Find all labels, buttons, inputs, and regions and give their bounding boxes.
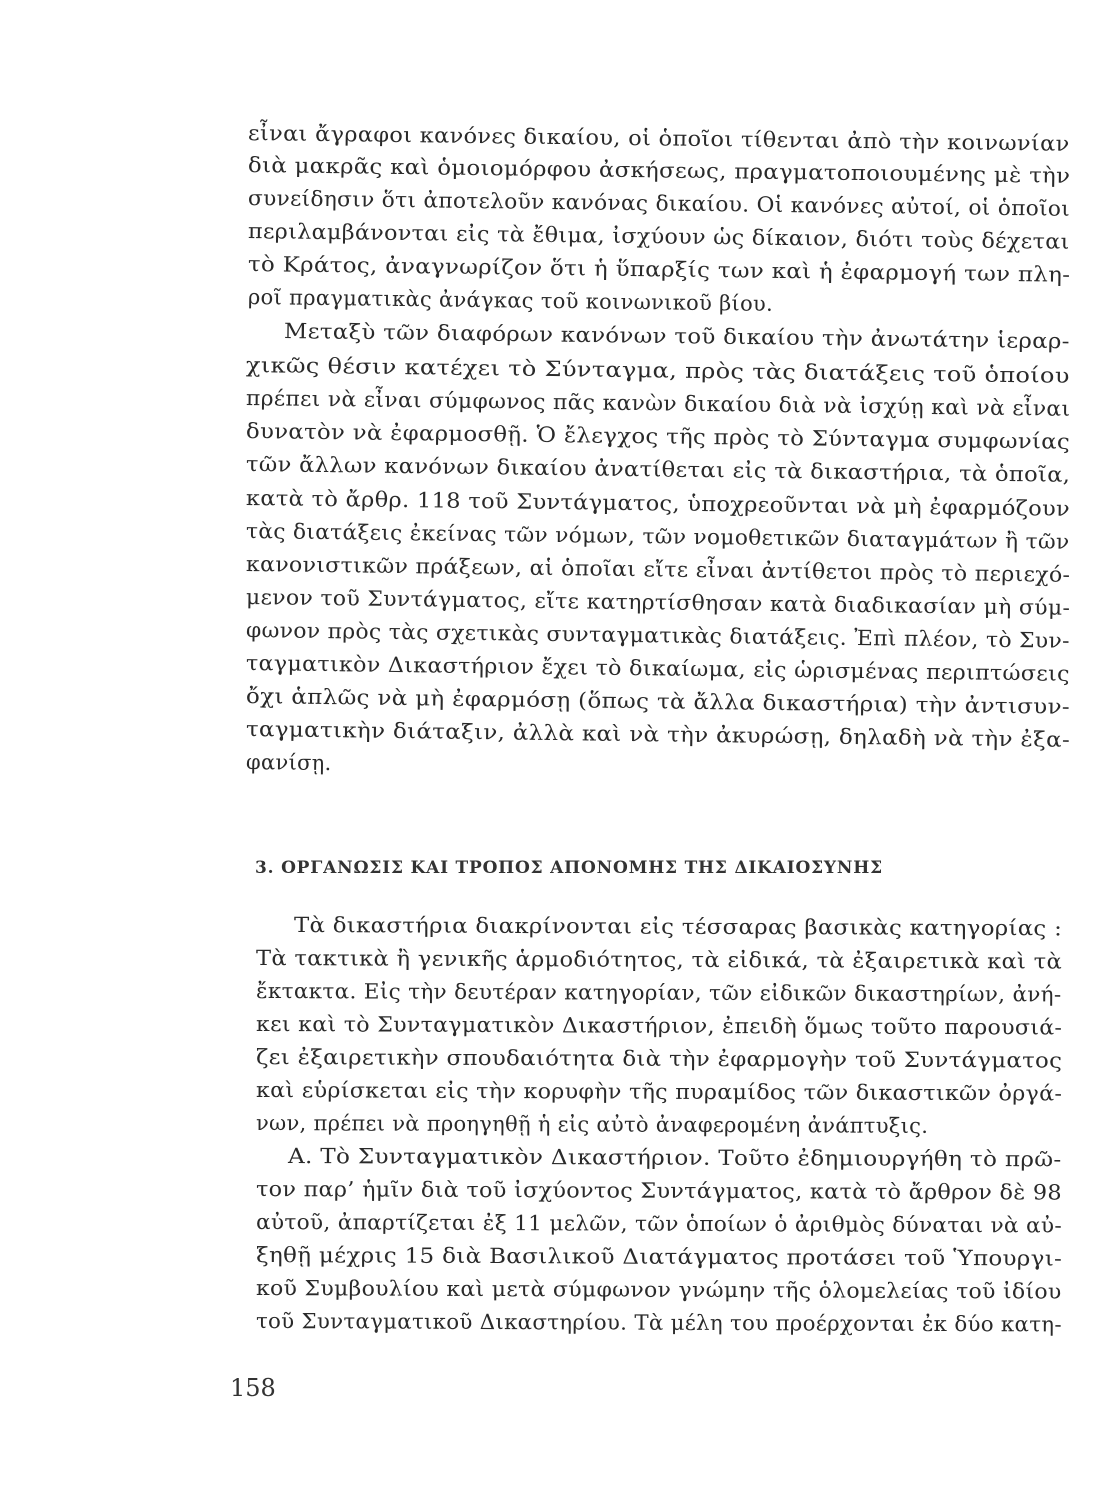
text-line: περιλαμβάνονται εἰς τὰ ἔθιμα, ἰσχύουν ὡς δίκαιον, διότι τοὺς δέχεται	[247, 219, 1070, 254]
text-line: τὰς διατάξεις ἐκείνας τῶν νόμων, τῶν νομοθετικῶν διαταγμάτων ἢ τῶν	[245, 519, 1070, 554]
text-line: καὶ εὑρίσκεται εἰς τὴν κορυφὴν τῆς πυραμίδος τῶν δικαστικῶν ὀργά-	[255, 1078, 1063, 1106]
text-line: τον παρ’ ἡμῖν διὰ τοῦ ἰσχύοντος Συντάγματος, κατὰ τὸ ἄρθρον δὲ 98	[255, 1177, 1062, 1205]
text-line: φωνον πρὸς τὰς σχετικὰς συνταγματικὰς διατάξεις. Ἐπὶ πλέον, τὸ Συν-	[245, 618, 1070, 653]
text-line: ταγματικὴν διάταξιν, ἀλλὰ καὶ νὰ τὴν ἀκυρώσῃ, δηλαδὴ νὰ τὴν ἐξα-	[245, 717, 1071, 752]
text-line: κει καὶ τὸ Συνταγματικὸν Δικαστήριον, ἐπειδὴ ὅμως τοῦτο παρουσιά-	[255, 1012, 1063, 1040]
text-line: συνείδησιν ὅτι ἀποτελοῦν κανόνας δικαίου. Οἱ κανόνες αὐτοί, οἱ ὁποῖοι	[247, 186, 1071, 221]
text-line: εἶναι ἄγραφοι κανόνες δικαίου, οἱ ὁποῖοι τίθενται ἀπὸ τὴν κοινωνίαν	[247, 121, 1070, 156]
text-line: μενον τοῦ Συντάγματος, εἴτε κατηρτίσθησαν κατὰ διαδικασίαν μὴ σύμ-	[245, 585, 1071, 620]
text-line: κατὰ τὸ ἄρθρ. 118 τοῦ Συντάγματος, ὑποχρεοῦνται νὰ μὴ ἐφαρμόζουν	[245, 486, 1071, 521]
text-line: πρέπει νὰ εἶναι σύμφωνος πᾶς κανὼν δικαίου διὰ νὰ ἰσχύῃ καὶ νὰ εἶναι	[245, 386, 1071, 421]
text-line: χικῶς θέσιν κατέχει τὸ Σύνταγμα, πρὸς τὰς διατάξεις τοῦ ὁποίου	[245, 353, 1070, 388]
text-line: ὄχι ἁπλῶς νὰ μὴ ἐφαρμόσῃ (ὅπως τὰ ἄλλα δικαστήρια) τὴν ἀντισυν-	[245, 684, 1071, 719]
text-line: ροῖ πραγματικὰς ἀνάγκας τοῦ κοινωνικοῦ βίου.	[247, 285, 774, 316]
text-line: κοῦ Συμβουλίου καὶ μετὰ σύμφωνον γνώμην τῆς ὁλομελείας τοῦ ἰδίου	[255, 1276, 1062, 1304]
text-line: τὸ Κράτος, ἀναγνωρίζον ὅτι ἡ ὕπαρξίς των καὶ ἡ ἐφαρμογή των πλη-	[247, 252, 1071, 287]
text-line: Τὰ τακτικὰ ἢ γενικῆς ἁρμοδιότητος, τὰ εἰδικά, τὰ ἐξαιρετικὰ καὶ τὰ	[255, 946, 1063, 974]
text-line: ταγματικὸν Δικαστήριον ἔχει τὸ δικαίωμα, εἰς ὡρισμένας περιπτώσεις	[245, 651, 1071, 686]
text-line: τῶν ἄλλων κανόνων δικαίου ἀνατίθεται εἰς τὰ δικαστήρια, τὰ ὁποῖα,	[245, 452, 1071, 487]
text-line: Τὰ δικαστήρια διακρίνονται εἰς τέσσαρας βασικὰς κατηγορίας :	[293, 913, 1063, 941]
text-line: τοῦ Συνταγματικοῦ Δικαστηρίου. Τὰ μέλη του προέρχονται ἐκ δύο κατη-	[255, 1309, 1062, 1337]
page-number: 158	[230, 1374, 276, 1402]
text-line: νων, πρέπει νὰ προηγηθῇ ἡ εἰς αὐτὸ ἀναφερομένη ἀνάπτυξις.	[255, 1111, 929, 1138]
text-line: αὐτοῦ, ἀπαρτίζεται ἐξ 11 μελῶν, τῶν ὁποίων ὁ ἀριθμὸς δύναται νὰ αὐ-	[255, 1210, 1063, 1238]
text-line: φανίσῃ.	[245, 750, 332, 776]
text-line: ἔκτακτα. Εἰς τὴν δευτέραν κατηγορίαν, τῶν εἰδικῶν δικαστηρίων, ἀνή-	[255, 979, 1062, 1007]
text-line: ζει ἐξαιρετικὴν σπουδαιότητα διὰ τὴν ἐφαρμογὴν τοῦ Συντάγματος	[255, 1045, 1063, 1073]
section-heading: 3. ΟΡΓΑΝΩΣΙΣ ΚΑΙ ΤΡΟΠΟΣ ΑΠΟΝΟΜΗΣ ΤΗΣ ΔΙΚΑΙΟΣΥΝΗΣ	[255, 858, 883, 878]
text-line: δυνατὸν νὰ ἐφαρμοσθῇ. Ὁ ἔλεγχος τῆς πρὸς τὸ Σύνταγμα συμφωνίας	[245, 419, 1071, 454]
text-line: διὰ μακρᾶς καὶ ὁμοιομόρφου ἀσκήσεως, πραγματοποιουμένης μὲ τὴν	[247, 153, 1071, 188]
text-line: Μεταξὺ τῶν διαφόρων κανόνων τοῦ δικαίου τὴν ἀνωτάτην ἱεραρ-	[283, 319, 1070, 354]
text-line: Α. Τὸ Συνταγματικὸν Δικαστήριον. Τοῦτο ἐδημιουργήθη τὸ πρῶ-	[287, 1144, 1062, 1172]
text-line: κανονιστικῶν πράξεων, αἱ ὁποῖαι εἴτε εἶναι ἀντίθετοι πρὸς τὸ περιεχό-	[245, 552, 1071, 587]
text-line: ξηθῇ μέχρις 15 διὰ Βασιλικοῦ Διατάγματος προτάσει τοῦ Ὑπουργι-	[255, 1243, 1063, 1271]
